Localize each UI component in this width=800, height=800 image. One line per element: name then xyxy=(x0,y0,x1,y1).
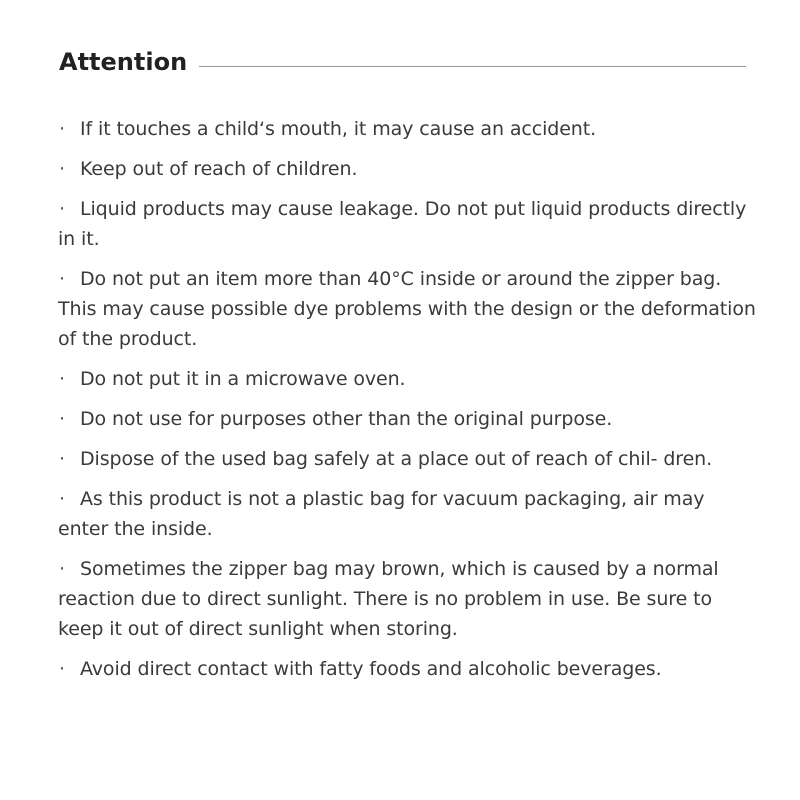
bullet-icon: · xyxy=(59,118,65,140)
bullet-icon: · xyxy=(59,448,65,470)
list-item xyxy=(58,194,758,254)
list-item-text: Dispose of the used bag safely at a place out of reach of chil- dren. xyxy=(80,448,713,470)
list-item xyxy=(58,444,758,474)
list-item xyxy=(58,554,758,644)
list-item-text: Liquid products may cause leakage. Do not put liquid products directly in it. xyxy=(58,198,747,250)
bullet-icon: · xyxy=(59,268,65,290)
list-item-text: Keep out of reach of children. xyxy=(80,158,358,180)
list-item-text: As this product is not a plastic bag for vacuum packaging, air may enter the inside. xyxy=(58,488,705,540)
section-header xyxy=(59,46,746,78)
list-item-text: If it touches a child‘s mouth, it may cause an accident. xyxy=(80,118,597,140)
list-item-text: Sometimes the zipper bag may brown, which is caused by a normal reaction due to direct sunlight. There is no problem in use. Be sure to keep it out of direct sunlight when storing. xyxy=(58,558,719,640)
section-title: Attention xyxy=(59,48,188,76)
list-item xyxy=(58,154,758,184)
list-item-text: Do not use for purposes other than the original purpose. xyxy=(80,408,613,430)
bullet-icon: · xyxy=(59,158,65,180)
list-item xyxy=(58,264,758,354)
bullet-icon: · xyxy=(59,558,65,580)
list-item-text: Do not put it in a microwave oven. xyxy=(80,368,406,390)
list-item xyxy=(58,484,758,544)
bullet-icon: · xyxy=(59,198,65,220)
bullet-icon: · xyxy=(59,658,65,680)
list-item xyxy=(58,654,758,684)
bullet-icon: · xyxy=(59,488,65,510)
bullet-icon: · xyxy=(59,408,65,430)
list-item-text: Do not put an item more than 40°C inside or around the zipper bag. This may cause possible dye problems with the design or the deformation of the product. xyxy=(58,268,756,350)
title-divider xyxy=(199,66,746,67)
list-item xyxy=(58,114,758,144)
bullet-icon: · xyxy=(59,368,65,390)
list-item xyxy=(58,364,758,394)
list-item-text: Avoid direct contact with fatty foods and alcoholic beverages. xyxy=(80,658,662,680)
attention-list xyxy=(58,114,758,694)
list-item xyxy=(58,404,758,434)
